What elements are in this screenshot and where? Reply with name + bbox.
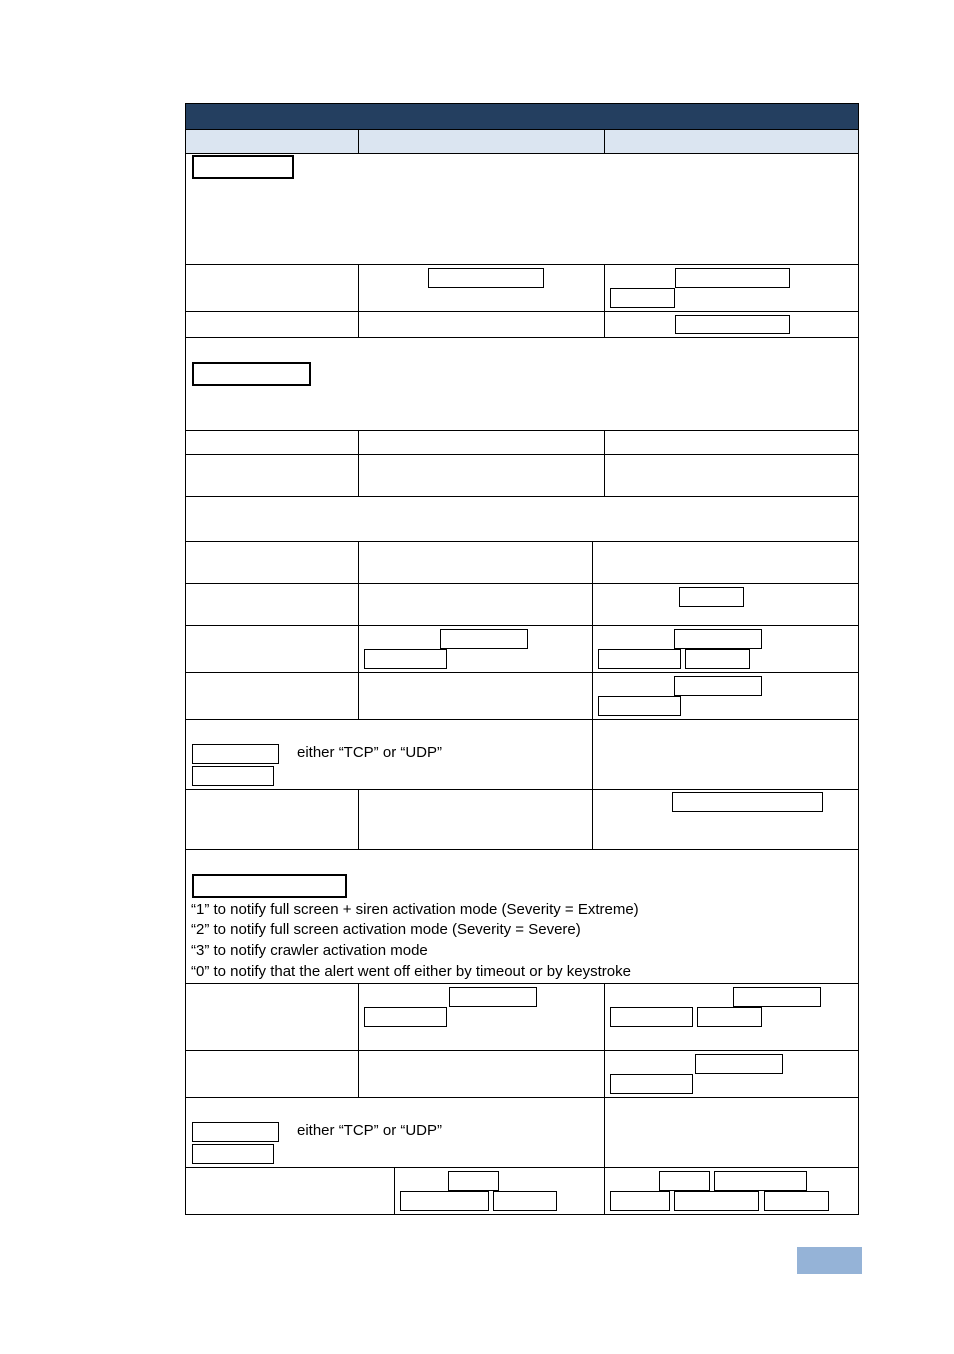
redacted-box xyxy=(679,587,744,607)
redacted-box xyxy=(192,744,279,764)
row-line xyxy=(185,541,859,542)
redacted-box xyxy=(428,268,544,288)
redacted-heading-box xyxy=(192,362,311,386)
table-border-bottom xyxy=(185,1214,859,1215)
row-line xyxy=(185,264,859,265)
row-line xyxy=(185,311,859,312)
redacted-box xyxy=(598,696,681,716)
table-border-right xyxy=(858,153,859,1215)
redacted-box xyxy=(598,649,681,669)
mode-line-1: “1” to notify full screen + siren activation mode (Severity = Extreme) xyxy=(191,901,639,918)
mode-line-3: “3” to notify crawler activation mode xyxy=(191,942,428,959)
header-divider xyxy=(358,129,359,154)
redacted-box xyxy=(448,1171,499,1191)
column-divider xyxy=(604,264,605,338)
redacted-box xyxy=(192,766,274,786)
row-line xyxy=(185,583,859,584)
redacted-box xyxy=(610,1007,693,1027)
redacted-box xyxy=(674,629,762,649)
redacted-box xyxy=(659,1171,710,1191)
redacted-box xyxy=(672,792,823,812)
column-divider xyxy=(604,430,605,497)
row-line xyxy=(185,719,859,720)
redacted-box xyxy=(610,1191,670,1211)
redacted-box xyxy=(364,649,447,669)
mode-line-4: “0” to notify that the alert went off either by timeout or by keystroke xyxy=(191,963,631,980)
table-title-bar xyxy=(185,103,859,130)
column-header-row xyxy=(185,129,859,154)
redacted-box xyxy=(733,987,821,1007)
column-divider xyxy=(358,789,359,850)
redacted-box xyxy=(449,987,537,1007)
redacted-box xyxy=(192,1144,274,1164)
row-line xyxy=(185,625,859,626)
row-line xyxy=(185,430,859,431)
row-line xyxy=(185,789,859,790)
protocol-note: either “TCP” or “UDP” xyxy=(297,1122,443,1139)
column-divider xyxy=(358,983,359,1098)
redacted-box xyxy=(675,268,790,288)
redacted-box xyxy=(697,1007,762,1027)
redacted-box xyxy=(674,1191,759,1211)
row-line xyxy=(185,496,859,497)
redacted-heading-box xyxy=(192,874,347,898)
row-line xyxy=(185,672,859,673)
redacted-box xyxy=(610,288,675,308)
redacted-heading-box xyxy=(192,155,294,179)
redacted-box xyxy=(610,1074,693,1094)
column-divider xyxy=(358,264,359,338)
redacted-box xyxy=(714,1171,807,1191)
row-line xyxy=(185,1097,859,1098)
row-line xyxy=(185,849,859,850)
row-line xyxy=(185,983,859,984)
column-divider xyxy=(358,541,359,720)
redacted-box xyxy=(685,649,750,669)
header-divider xyxy=(604,129,605,154)
redacted-box xyxy=(675,315,790,334)
redacted-box xyxy=(695,1054,783,1074)
protocol-note: either “TCP” or “UDP” xyxy=(297,744,443,761)
mode-line-2: “2” to notify full screen activation mode (Severity = Severe) xyxy=(191,921,581,938)
redacted-box xyxy=(764,1191,829,1211)
redacted-box xyxy=(364,1007,447,1027)
column-divider xyxy=(592,541,593,850)
column-divider xyxy=(394,1167,395,1215)
redacted-box xyxy=(400,1191,489,1211)
page-number-tab xyxy=(797,1247,862,1274)
column-divider xyxy=(604,983,605,1215)
row-line xyxy=(185,454,859,455)
row-line xyxy=(185,337,859,338)
column-divider xyxy=(358,430,359,497)
row-line xyxy=(185,1167,859,1168)
redacted-box xyxy=(674,676,762,696)
table-border-left xyxy=(185,153,186,1215)
row-line xyxy=(185,1050,859,1051)
redacted-box xyxy=(440,629,528,649)
redacted-box xyxy=(192,1122,279,1142)
redacted-box xyxy=(493,1191,557,1211)
